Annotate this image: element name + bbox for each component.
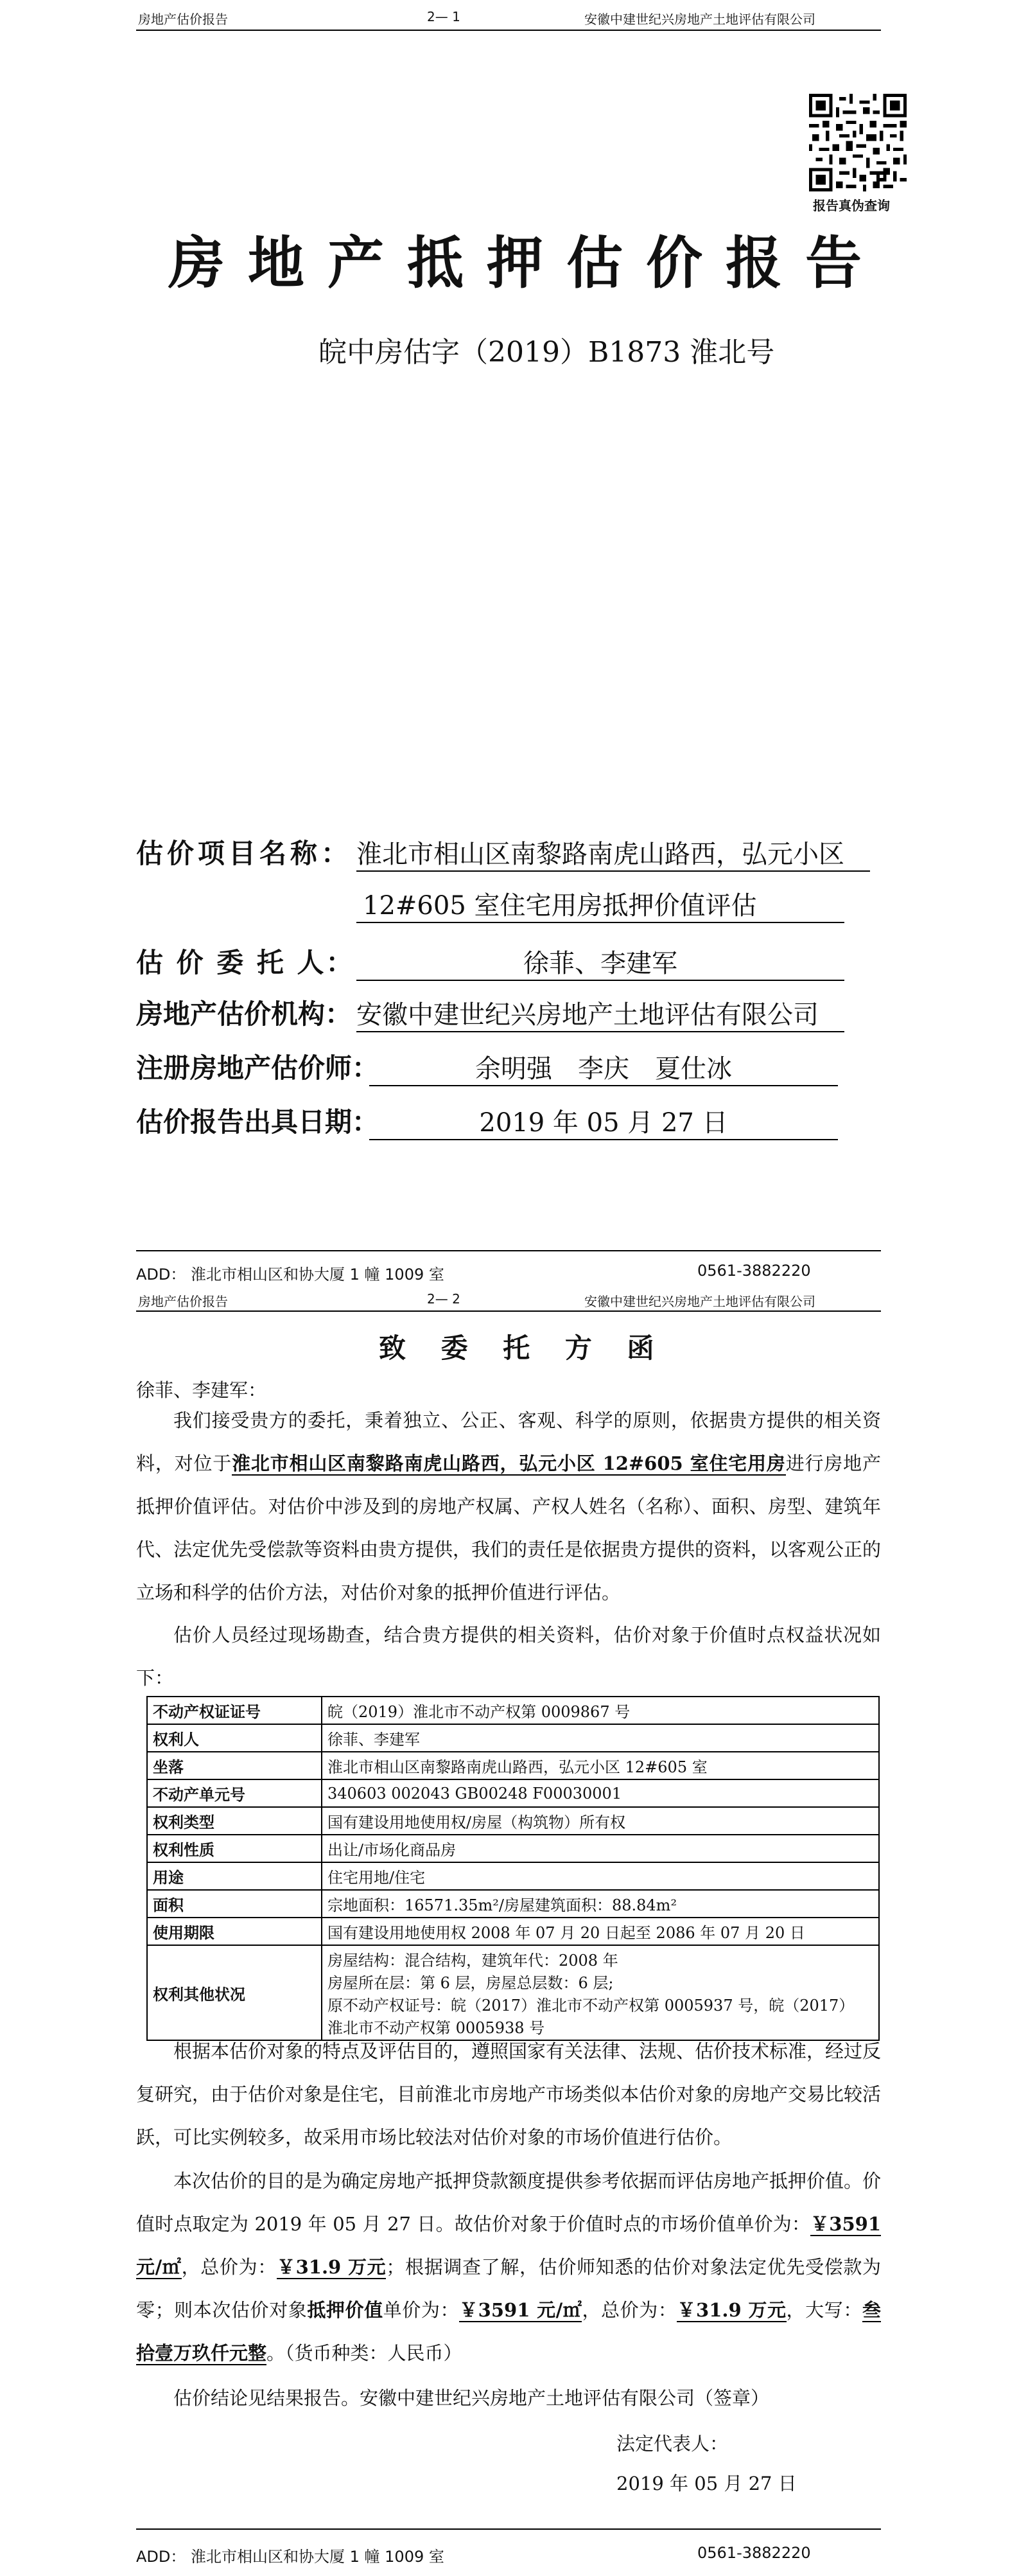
project-name-line1: 淮北市相山区南黎路南虎山路西，弘元小区 — [356, 834, 870, 872]
agency-label: 房地产估价机构： — [136, 998, 353, 1030]
table-row — [147, 1890, 879, 1918]
table-key: 不动产单元号 — [147, 1779, 322, 1807]
table-key: 不动产权证证号 — [147, 1697, 322, 1724]
rights-table — [146, 1696, 880, 2041]
total-price: ￥31.9 万元 — [276, 2256, 387, 2278]
header-page-number: 2— 2 — [427, 1291, 460, 1307]
header-right: 安徽中建世纪兴房地产土地评估有限公司 — [584, 1294, 815, 1309]
signature-date: 2019 年 05 月 27 日 — [616, 2473, 797, 2494]
appraiser-value: 余明强 李庆 夏仕冰 — [369, 1048, 838, 1086]
table-row — [147, 1779, 879, 1807]
table-key: 面积 — [147, 1890, 322, 1918]
footer-rule — [136, 1250, 881, 1251]
letter-paragraph-1: 我们接受贵方的委托，秉着独立、公正、客观、科学的原则，依据贵方提供的相关资料，对位于淮北市相山区南黎路南虎山路西，弘元小区 12#605 室住宅用房进行房地产抵押价值评估。对估价中涉及到的房地产权属、产权人姓名（名称）、面积、房型、建筑年代、法定优先受偿款等资料由贵方提供，我们的责任是依据贵方提供的资料，以客观公正的立场和科学的估价方法，对估价对象的抵押价值进行评估。 — [136, 1409, 882, 1603]
table-value: 皖（2019）淮北市不动产权第 0009867 号 — [322, 1697, 879, 1724]
table-value: 340603 002043 GB00248 F00030001 — [322, 1779, 879, 1807]
letter-paragraph-2: 估价人员经过现场勘查，结合贵方提供的相关资料，估价对象于价值时点权益状况如下： — [136, 1624, 881, 1689]
table-key: 使用期限 — [147, 1918, 322, 1945]
table-row — [147, 1697, 879, 1724]
table-value: 国有建设用地使用权/房屋（构筑物）所有权 — [322, 1807, 879, 1835]
table-row — [147, 1835, 879, 1862]
header-left: 房地产估价报告 — [138, 1294, 228, 1309]
report-date-value: 2019 年 05 月 27 日 — [369, 1102, 838, 1140]
unit-price: ￥3591 元/㎡ — [136, 2213, 881, 2278]
client-label: 估 价 委 托 人： — [136, 947, 355, 978]
table-value: 国有建设用地使用权 2008 年 07 月 20 日起至 2086 年 07 月 20 日 — [322, 1918, 879, 1945]
table-row — [147, 1724, 879, 1752]
letter-paragraph-3: 根据本估价对象的特点及评估目的，遵照国家有关法律、法规、估价技术标准，经过反复研究，由于估价对象是住宅，目前淮北市房地产市场类似本估价对象的房地产交易比较活跃，可比实例较多，故采用市场比较法对估价对象的市场价值进行估价。 — [136, 2040, 882, 2148]
mortgage-unit-price: ￥3591 元/㎡ — [459, 2299, 582, 2321]
letter-paragraph-5: 估价结论见结果报告。安徽中建世纪兴房地产土地评估有限公司（签章） — [173, 2387, 770, 2409]
table-row — [147, 1862, 879, 1890]
table-key: 权利类型 — [147, 1807, 322, 1835]
legal-representative: 法定代表人： — [616, 2433, 729, 2455]
report-number: 皖中房估字（2019）B1873 淮北号 — [318, 336, 775, 369]
table-key: 坐落 — [147, 1752, 322, 1779]
letter-title: 致 委 托 方 函 — [379, 1332, 667, 1364]
footer-phone: 0561-3882220 — [697, 2544, 811, 2562]
header-rule — [136, 30, 881, 31]
header-rule — [136, 1310, 881, 1312]
footer-phone: 0561-3882220 — [697, 1262, 811, 1280]
table-row — [147, 1752, 879, 1779]
footer-address: ADD： 淮北市相山区和协大厦 1 幢 1009 室 — [136, 1266, 444, 1284]
letter-salutation: 徐菲、李建军： — [136, 1379, 267, 1401]
table-value: 住宅用地/住宅 — [322, 1862, 879, 1890]
qr-code-icon — [809, 94, 907, 191]
table-row — [147, 1945, 879, 2040]
table-key: 权利人 — [147, 1724, 322, 1752]
table-value: 房屋结构：混合结构，建筑年代：2008 年 房屋所在层：第 6 层，房屋总层数：6 层; 原不动产权证号：皖（2017）淮北市不动产权第 0005937 号，皖（2017） 淮北市不动产权第 0005938 号 — [322, 1945, 879, 2040]
letter-paragraph-4: 本次估价的目的是为确定房地产抵押贷款额度提供参考依据而评估房地产抵押价值。价值时点取定为 2019 年 05 月 27 日。故估价对象于价值时点的市场价值单价为：￥3591 元/㎡，总价为：￥31.9 万元；根据调查了解，估价师知悉的估价对象法定优先受偿款为零；则本次估价对象抵押价值单价为：￥3591 元/㎡，总价为：￥31.9 万元，大写：叁拾壹万玖仟元整。（货币种类：人民币） — [136, 2170, 882, 2364]
client-value: 徐菲、李建军 — [356, 943, 844, 981]
table-value: 出让/市场化商品房 — [322, 1835, 879, 1862]
project-name-line2: 12#605 室住宅用房抵押价值评估 — [356, 885, 844, 923]
table-value: 淮北市相山区南黎路南虎山路西，弘元小区 12#605 室 — [322, 1752, 879, 1779]
table-key: 权利性质 — [147, 1835, 322, 1862]
amount-in-words: 叁拾壹万玖仟元整 — [136, 2299, 881, 2364]
project-name-label: 估价项目名称： — [136, 838, 353, 869]
header-page-number: 2— 1 — [427, 9, 460, 24]
appraiser-label: 注册房地产估价师： — [136, 1052, 379, 1084]
footer-address: ADD： 淮北市相山区和协大厦 1 幢 1009 室 — [136, 2548, 444, 2566]
table-key: 用途 — [147, 1862, 322, 1890]
table-key: 权利其他状况 — [147, 1945, 322, 2040]
qr-caption: 报告真伪查询 — [813, 198, 890, 213]
header-left: 房地产估价报告 — [138, 12, 228, 27]
report-title: 房地产抵押估价报告 — [168, 229, 885, 296]
header-right: 安徽中建世纪兴房地产土地评估有限公司 — [584, 12, 815, 27]
report-date-label: 估价报告出具日期： — [136, 1106, 379, 1138]
footer-rule — [136, 2528, 881, 2530]
table-row — [147, 1807, 879, 1835]
table-value: 徐菲、李建军 — [322, 1724, 879, 1752]
table-row — [147, 1918, 879, 1945]
table-value: 宗地面积：16571.35m²/房屋建筑面积：88.84m² — [322, 1890, 879, 1918]
mortgage-total-price: ￥31.9 万元 — [677, 2299, 787, 2321]
agency-value: 安徽中建世纪兴房地产土地评估有限公司 — [356, 994, 844, 1032]
